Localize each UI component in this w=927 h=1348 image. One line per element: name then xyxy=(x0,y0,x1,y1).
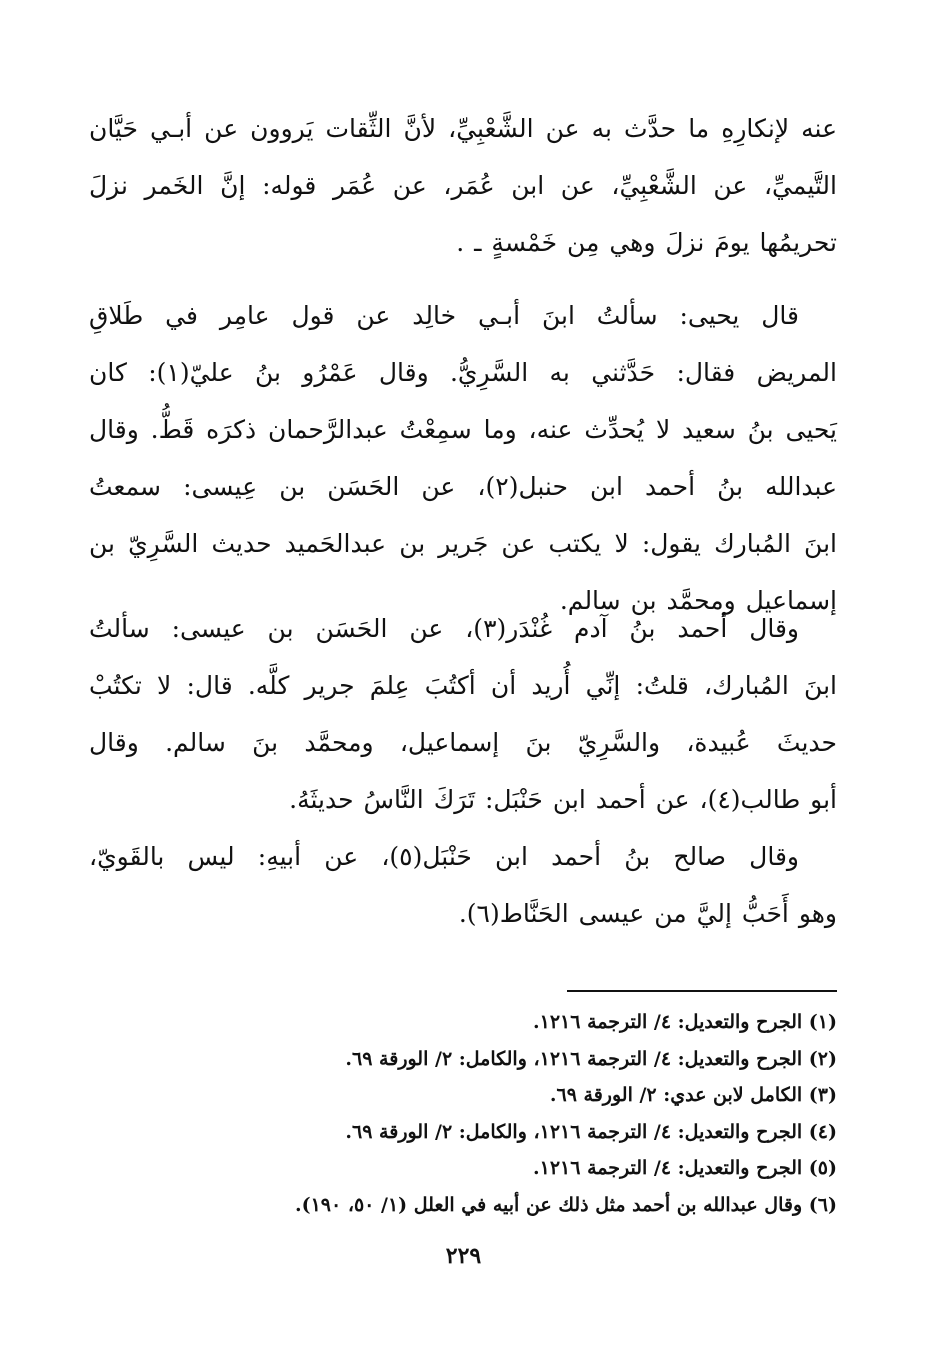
paragraph-3 xyxy=(89,600,837,828)
paragraph-line: عنه لإنكارِهِ ما حدَّث به عن الشَّعْبِيِّ، لأنَّ الثِّقات يَروون عن أبـي حَيَّان xyxy=(89,114,837,143)
paragraph-line: التَّيميِّ، عن الشَّعْبِيِّ، عن ابن عُمَر، عن عُمَر قوله: إنَّ الخَمر نزلَ xyxy=(89,171,837,200)
footnote-divider xyxy=(567,990,837,992)
paragraph-line: قال يحيى: سألتُ ابنَ أبـي خالِد عن قول عامِر في طَلاقِ xyxy=(89,301,799,330)
paragraph-2 xyxy=(89,287,837,629)
footnote-4: (٤) الجرح والتعديل: ٤/ الترجمة ١٢١٦، والكامل: ٢/ الورقة ٦٩. xyxy=(345,1120,837,1143)
paragraph-line: وهو أَحَبُّ إليَّ من عيسى الحَنَّاط(٦). xyxy=(458,899,837,928)
footnote-5: (٥) الجرح والتعديل: ٤/ الترجمة ١٢١٦. xyxy=(533,1157,837,1179)
paragraph-1 xyxy=(89,100,837,271)
page-number: ٢٢٩ xyxy=(445,1243,482,1269)
paragraph-line: وقال أحمد بنُ آدم غُنْدَر(٣)، عن الحَسَن بن عيسى: سألتُ xyxy=(89,614,799,643)
footnote-6: (٦) وقال عبدالله بن أحمد مثل ذلك عن أبيه في العلل (١/ ٥٠، ١٩٠). xyxy=(294,1193,837,1216)
paragraph-line: حديثَ عُبيدة، والسَّرِيّ بنَ إسماعيل، ومحمَّد بنَ سالم. وقال xyxy=(89,728,837,757)
footnotes xyxy=(89,1004,837,1223)
paragraph-line: أبو طالب(٤)، عن أحمد ابن حَنْبَل: تَرَكَ النَّاسُ حديثَهُ. xyxy=(289,785,837,814)
footnote-1: (١) الجرح والتعديل: ٤/ الترجمة ١٢١٦. xyxy=(533,1011,837,1033)
paragraph-line: وقال صالح بنُ أحمد ابن حَنْبَل(٥)، عن أبيهِ: ليس بالقَويّ، xyxy=(89,842,799,871)
paragraph-line: يَحيى بنُ سعيد لا يُحدِّث عنه، وما سمِعْتُ عبدالرَّحمان ذكرَه قَطُّ. وقال xyxy=(89,415,837,444)
paragraph-line: تحريمُها يومَ نزلَ وهي مِن خَمْسةٍ ـ . xyxy=(456,228,837,257)
paragraph-4 xyxy=(89,828,837,942)
footnote-3: (٣) الكامل لابن عدي: ٢/ الورقة ٦٩. xyxy=(549,1084,837,1106)
footnote-2: (٢) الجرح والتعديل: ٤/ الترجمة ١٢١٦، والكامل: ٢/ الورقة ٦٩. xyxy=(345,1047,837,1070)
paragraph-line: ابنَ المُبارك، قلتُ: إنِّي أُريد أن أكتُبَ عِلمَ جرير كلَّه. قال: لا تكتُبْ xyxy=(89,671,837,700)
paragraph-line: عبدالله بنُ أحمد ابن حنبل(٢)، عن الحَسَن بن عِيسى: سمعتُ xyxy=(89,472,837,501)
paragraph-line: ابنَ المُبارك يقول: لا يكتب عن جَرير بن عبدالحَميد حديث السَّرِيّ بن xyxy=(89,529,837,558)
paragraph-line: إسماعيل ومحمَّد بن سالم. xyxy=(559,586,837,615)
paragraph-line: المريض فقال: حَدَّثني به السَّرِيُّ. وقال عَمْرُو بنُ عليّ(١): كان xyxy=(89,358,837,387)
